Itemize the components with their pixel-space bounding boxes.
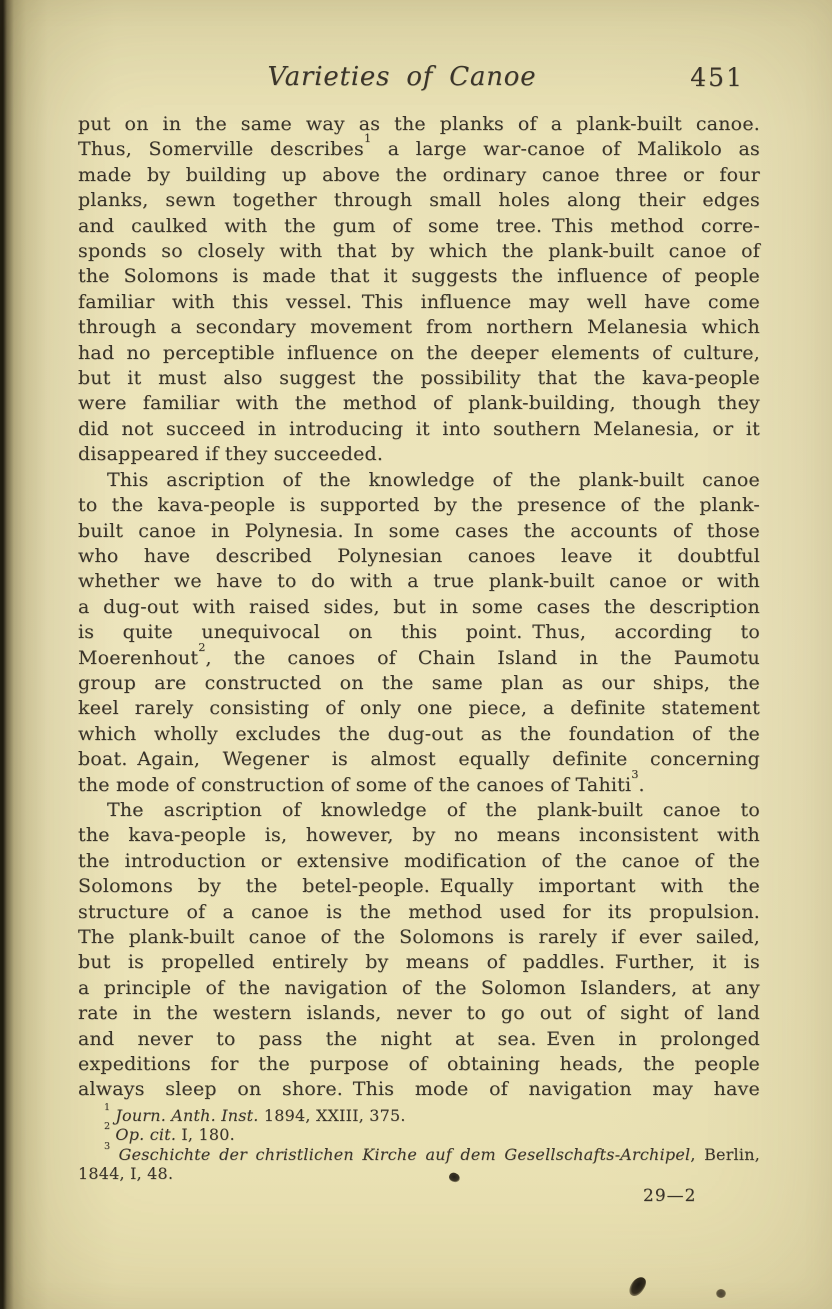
page-number: 451 [690, 63, 744, 92]
text-line [78, 1027, 760, 1052]
text-line [78, 163, 760, 188]
running-title: Varieties of Canoe [267, 62, 537, 92]
text-segment: . [638, 773, 645, 796]
text-line [78, 188, 760, 213]
text-line [78, 950, 760, 975]
text-line [78, 366, 760, 391]
text-line [78, 544, 760, 569]
text-segment: disappeared if they succeeded. [78, 443, 384, 466]
text-segment: did not succeed in introducing it into southern Melanesia, or it [78, 417, 760, 440]
text-segment: whether we have to do with a true plank-built canoe or with [78, 570, 760, 593]
footnote-marker: 3 [631, 766, 639, 781]
signature-mark: 29—2 [643, 1186, 697, 1206]
text-line [78, 1101, 760, 1125]
text-line [78, 1121, 760, 1145]
text-segment: Solomons by the betel-people. Equally important with the [78, 875, 760, 898]
text-line [78, 1077, 760, 1102]
footnote-marker: 1 [104, 1101, 111, 1113]
text-segment: were familiar with the method of plank-building, though they [78, 392, 760, 415]
text-line [78, 671, 760, 696]
text-line [78, 696, 760, 721]
page-header [78, 62, 760, 100]
text-line [78, 722, 760, 747]
text-segment: is quite unequivocal on this point. Thus, according to [78, 621, 760, 644]
text-segment: a dug-out with raised sides, but in some cases the description [78, 595, 760, 618]
text-segment: , the canoes of Chain Island in the Paumotu [205, 646, 760, 669]
text-segment: and caulked with the gum of some tree. This method corre- [78, 214, 760, 237]
text-segment: through a secondary movement from northern Melanesia which [78, 316, 760, 339]
paragraph [78, 798, 760, 1103]
italic-text: Geschichte der christlichen Kirche auf dem Gesellschafts-Archipel [110, 1144, 691, 1164]
text-segment: keel rarely consisting of only one piece, a definite statement [78, 697, 760, 720]
text-segment: 1894, XXIII, 375. [258, 1106, 406, 1125]
text-segment: I, 180. [176, 1125, 235, 1145]
text-segment: boat. Again, Wegener is almost equally definite concerning [78, 748, 760, 771]
text-segment: The ascription of knowledge of the plank-built canoe to [107, 798, 760, 821]
text-segment: a principle of the navigation of the Solomon Islanders, at any [78, 976, 760, 999]
text-line [78, 264, 760, 289]
text-segment: to the kava-people is supported by the presence of the plank- [78, 494, 760, 517]
text-segment: always sleep on shore. This mode of navigation may have [78, 1078, 760, 1101]
text-line [78, 131, 761, 162]
text-segment: , Berlin, [690, 1144, 760, 1164]
text-line [78, 468, 760, 493]
text-segment: who have described Polynesian canoes leave it doubtful [78, 544, 760, 567]
text-segment: familiar with this vessel. This influence may well have come [78, 290, 760, 313]
text-segment: a large war-canoe of Malikolo as [371, 138, 761, 161]
text-segment: expeditions for the purpose of obtaining heads, the people [78, 1053, 760, 1076]
text-segment: Thus, Somerville describes [78, 138, 364, 161]
text-segment: The plank-built canoe of the Solomons is rarely if ever sailed, [78, 926, 760, 948]
text-segment: the introduction or extensive modification of the canoe of the [78, 849, 760, 872]
text-segment: had no perceptible influence on the deeper elements of culture, [78, 341, 760, 364]
text-segment: which wholly excludes the dug-out as the foundation of the [78, 722, 760, 745]
text-segment: built canoe in Polynesia. In some cases the accounts of those [78, 519, 760, 542]
text-line [78, 1052, 760, 1077]
text-segment: but it must also suggest the possibility that the kava-people [78, 367, 760, 390]
text-segment: Moerenhout [78, 646, 199, 669]
text-segment: the mode of construction of some of the canoes of Tahiti [78, 773, 632, 796]
text-line [78, 823, 760, 848]
text-line [78, 569, 760, 594]
text-line [78, 214, 760, 239]
text-segment: rate in the western islands, never to go out of sight of land [78, 1002, 760, 1025]
text-segment: the Solomons is made that it suggests the influence of people [78, 265, 760, 288]
text-line [78, 874, 760, 899]
text-line [78, 849, 760, 874]
italic-text: Op. cit. [110, 1125, 177, 1145]
text-line [78, 391, 760, 416]
text-line [78, 442, 760, 467]
text-line [78, 798, 760, 823]
footnotes [78, 1101, 760, 1184]
text-line [78, 900, 760, 925]
text-segment: 1844, I, 48. [78, 1164, 174, 1184]
text-segment: sponds so closely with that by which the plank-built canoe of [78, 240, 760, 263]
body-text [78, 112, 760, 1103]
footnote-marker: 2 [104, 1121, 111, 1133]
text-line [78, 976, 760, 1001]
text-line [78, 112, 760, 137]
binding-gutter-shadow [0, 0, 48, 1309]
text-line [78, 417, 760, 442]
text-line [78, 766, 760, 798]
text-line [78, 341, 760, 366]
text-line [78, 639, 760, 671]
footnote-marker: 2 [198, 639, 206, 654]
text-line [78, 747, 760, 772]
text-line [78, 315, 760, 340]
text-segment: the kava-people is, however, by no means inconsistent with [78, 824, 760, 847]
ink-blot-bottom-right [626, 1274, 648, 1299]
footnote-marker: 3 [104, 1140, 111, 1152]
text-segment: made by building up above the ordinary canoe three or four [78, 163, 760, 186]
text-segment: group are constructed on the same plan as our ships, the [78, 671, 760, 694]
text-line [78, 925, 760, 950]
text-segment: put on in the same way as the planks of a plank-built canoe. [78, 113, 760, 135]
text-line [78, 620, 760, 645]
text-line [78, 519, 760, 544]
text-segment: but is propelled entirely by means of paddles. Further, it is [78, 951, 760, 974]
text-line [78, 595, 760, 620]
text-segment: This ascription of the knowledge of the plank-built canoe [107, 468, 760, 491]
text-segment: and never to pass the night at sea. Even in prolonged [78, 1027, 760, 1050]
footnote-marker: 1 [363, 131, 372, 146]
text-line [78, 493, 760, 518]
italic-text: Journ. Anth. Inst. [110, 1106, 259, 1125]
ink-speck-bottom-right [716, 1289, 726, 1298]
text-line [78, 1140, 760, 1164]
text-line [78, 1164, 760, 1183]
text-segment: planks, sewn together through small holes along their edges [78, 189, 760, 212]
paragraph [78, 112, 760, 468]
text-line [78, 239, 760, 264]
paragraph [78, 468, 760, 798]
text-line [78, 1001, 760, 1026]
text-line [78, 290, 760, 315]
text-segment: structure of a canoe is the method used for its propulsion. [78, 900, 760, 923]
